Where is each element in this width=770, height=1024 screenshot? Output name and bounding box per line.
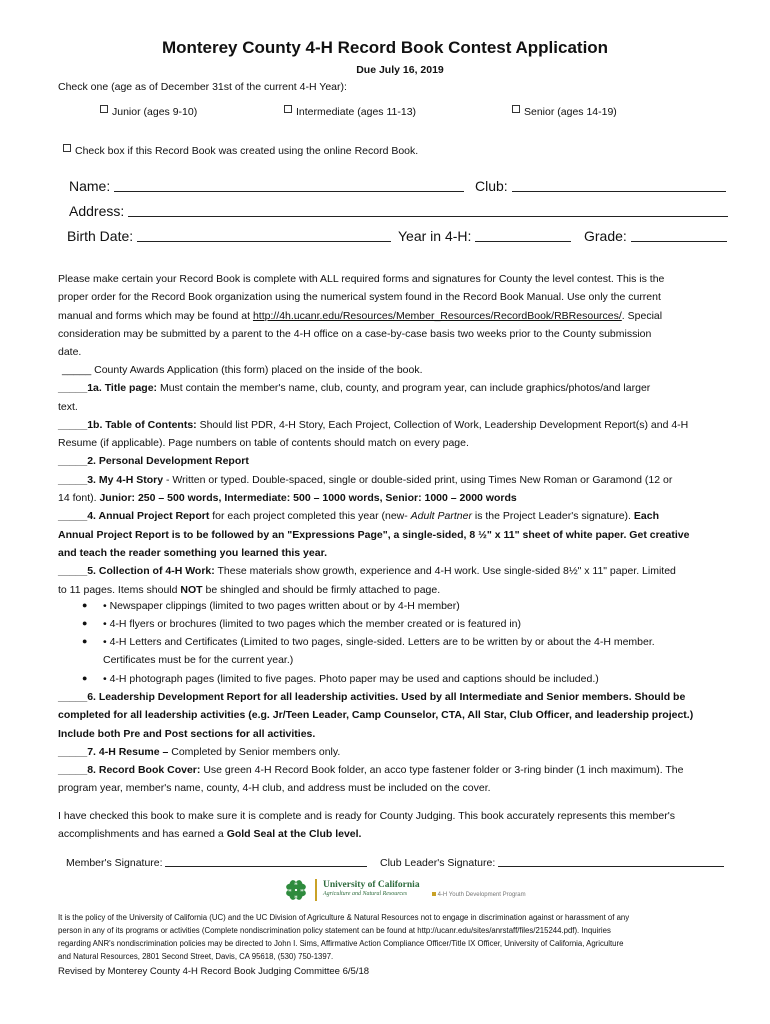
checklist-item-county-awards: _____ County Awards Application (this form) placed on the inside of the book. [62, 364, 423, 376]
intro-line: manual and forms which may be found at http://4h.ucanr.edu/Resources/Member_Resources/RecordBook/RBResources/. Special [58, 309, 663, 322]
checklist-item-1b-cont: Resume (if applicable). Page numbers on table of contents should match on every page. [58, 437, 469, 450]
bullet-icon: ● [82, 600, 88, 610]
address-field-row [69, 203, 728, 219]
ucanr-4h-logo [283, 877, 526, 903]
logo-text [323, 881, 420, 899]
leader-signature-field[interactable] [498, 856, 724, 867]
intro-paragraph [58, 270, 740, 361]
logo-divider [315, 879, 317, 901]
intro-line: consideration may be submitted by a parent to the 4-H office on a case-by-case basis two weeks prior to the County submission [58, 327, 652, 340]
online-record-option[interactable] [63, 144, 418, 157]
bullet-icon: ● [82, 618, 88, 628]
leader-signature-row [380, 856, 724, 869]
year-field[interactable] [475, 229, 571, 242]
bullet-icon: ● [82, 636, 88, 646]
intro-line: Please make certain your Record Book is complete with ALL required forms and signatures for County the level contest. This is the [58, 273, 665, 285]
checklist-item-3-cont: 14 font). Junior: 250 – 500 words, Intermediate: 500 – 1000 words, Senior: 1000 – 2000 words [58, 492, 517, 505]
checklist-item-2: _____2. Personal Development Report [58, 455, 249, 468]
name-label: Name: [69, 178, 111, 194]
check-one-instruction: Check one (age as of December 31st of the current 4-H Year): [58, 81, 347, 93]
checklist-item-7: _____7. 4-H Resume – Completed by Senior members only. [58, 745, 341, 758]
birth-date-label: Birth Date: [67, 228, 134, 244]
online-record-label: Check box if this Record Book was created using the online Record Book. [75, 145, 419, 157]
checklist-item-8-cont: program year, member's name, county, 4-H club, and address must be included on the cover. [58, 782, 491, 795]
online-record-checkbox[interactable] [63, 144, 71, 152]
junior-checkbox[interactable] [100, 105, 108, 113]
grade-label: Grade: [584, 228, 627, 244]
logo-gold-mark [432, 892, 436, 896]
checklist-item-5: _____5. Collection of 4-H Work: These materials show growth, experience and 4-H work. Use single-sided 8½" x 11" paper. Limited [58, 565, 676, 578]
member-signature-row [66, 856, 367, 869]
svg-text:H: H [294, 894, 298, 899]
member-signature-field[interactable] [165, 856, 367, 867]
grade-field[interactable] [631, 229, 727, 242]
address-field[interactable] [128, 204, 728, 217]
checklist-item-6-cont: completed for all leadership activities (e.g. Jr/Teen Leader, Camp Counselor, CTA, All Star, Club Officer, and leadership project.) [58, 709, 694, 722]
nondiscrimination-policy: It is the policy of the University of California (UC) and the UC Division of Agriculture & Natural Resources not to engage in discrimination against or harassment of any person in any of its programs or activities (Complete nondiscrimination policy statement can be found at http://ucanr.edu/sites/anrstaff/files/215244.pdf). Inquiries regarding ANR's nondiscrimination policies may be directed to John I. Sims, Affirmative Action Compliance Officer/Title IX Officer, University of California, Agriculture and Natural Resources, 2801 Second Street, Davis, CA 95618, (530) 750-1397. [58, 913, 630, 961]
due-date: Due July 16, 2019 [356, 64, 444, 76]
checklist-item-6-cont: Include both Pre and Post sections for all activities. [58, 727, 316, 740]
senior-label: Senior (ages 14-19) [524, 106, 617, 118]
intro-line: proper order for the Record Book organization using the numerical system found in the Record Book Manual. Use only the current [58, 291, 661, 304]
checklist-item-4-cont: and teach the reader something you learned this year. [58, 546, 328, 559]
leader-signature-label: Club Leader's Signature: [380, 857, 496, 869]
checklist-item-1a: _____1a. Title page: Must contain the member's name, club, county, and program year, can include graphics/photos/and larger [58, 382, 651, 395]
intermediate-option[interactable] [284, 105, 416, 118]
grade-field-row [584, 228, 727, 244]
checklist-item-6: _____6. Leadership Development Report for all leadership activities. Used by all Intermediate and Senior members. Should be [58, 691, 686, 703]
checklist-item-4: _____4. Annual Project Report for each project completed this year (new- Adult Partner is the Project Leader's signature). Each [58, 510, 659, 523]
record-book-resources-link[interactable]: http://4h.ucanr.edu/Resources/Member_Resources/RecordBook/RBResources/ [252, 309, 622, 322]
checklist-item-1a-cont: text. [58, 400, 78, 413]
checklist-continued [58, 688, 740, 798]
senior-checkbox[interactable] [512, 105, 520, 113]
junior-label: Junior (ages 9-10) [112, 106, 198, 118]
senior-option[interactable] [512, 105, 617, 118]
member-signature-label: Member's Signature: [66, 857, 163, 869]
name-field[interactable] [114, 179, 464, 192]
club-field[interactable] [512, 179, 726, 192]
year-label: Year in 4-H: [398, 228, 472, 244]
svg-text:H: H [294, 881, 298, 886]
checklist-item-8: _____8. Record Book Cover: Use green 4-H Record Book folder, an acco type fastener folder or 3-ring binder (1 inch maximum). The [58, 764, 684, 777]
certification-paragraph: I have checked this book to make sure it is complete and is ready for County Judging. This book accurately represents this member's accomplishments and has earned a Gold Seal at the Club level. [58, 810, 675, 841]
page-title: Monterey County 4-H Record Book Contest Application [161, 38, 609, 57]
logo-line-program: 4-H Youth Development Program [432, 892, 526, 898]
checklist [58, 361, 740, 599]
bullet-photos: • 4-H photograph pages (limited to five pages. Photo paper may be used and captions should be included.) [103, 673, 599, 685]
revised-note: Revised by Monterey County 4-H Record Book Judging Committee 6/5/18 [58, 966, 370, 977]
checklist-item-1b: _____1b. Table of Contents: Should list PDR, 4-H Story, Each Project, Collection of Work, Leadership Development Report(s) and 4-H [58, 418, 689, 431]
bullet-letters: • 4-H Letters and Certificates (Limited to two pages, single-sided. Letters are to be written by or about the 4-H member. Certificates must be for the current year.) [103, 636, 655, 667]
checklist-item-5-cont: to 11 pages. Items should NOT be shingled and should be firmly attached to page. [58, 583, 441, 596]
birth-date-field-row [67, 228, 391, 244]
bullet-icon: ● [82, 673, 88, 683]
svg-text:H: H [300, 887, 304, 893]
svg-text:H: H [288, 887, 292, 893]
intermediate-checkbox[interactable] [284, 105, 292, 113]
bullet-flyers: • 4-H flyers or brochures (limited to two pages which the member created or is featured in) [103, 618, 522, 630]
club-field-row [475, 178, 726, 194]
checklist-item-4-cont: Annual Project Report is to be followed by an "Expressions Page", a single-sided, 8 ½" x 11" sheet of white paper. Get creative [58, 528, 690, 541]
year-field-row [398, 228, 571, 244]
address-label: Address: [69, 203, 125, 219]
intro-line: date. [58, 346, 82, 359]
logo-line-university: University of California [323, 880, 420, 890]
birth-date-field[interactable] [137, 229, 391, 242]
four-leaf-clover-icon [283, 877, 309, 903]
logo-line-anr: Agriculture and Natural Resources [323, 891, 408, 897]
club-label: Club: [475, 178, 508, 194]
name-field-row [69, 178, 464, 194]
bullet-newspaper: • Newspaper clippings (limited to two pages written about or by 4-H member) [103, 600, 460, 612]
intermediate-label: Intermediate (ages 11-13) [296, 106, 417, 118]
checklist-item-3: _____3. My 4-H Story - Written or typed. Double-spaced, single or double-sided print, using Times New Roman or Garamond (12 or [58, 473, 673, 486]
junior-option[interactable] [100, 105, 197, 118]
